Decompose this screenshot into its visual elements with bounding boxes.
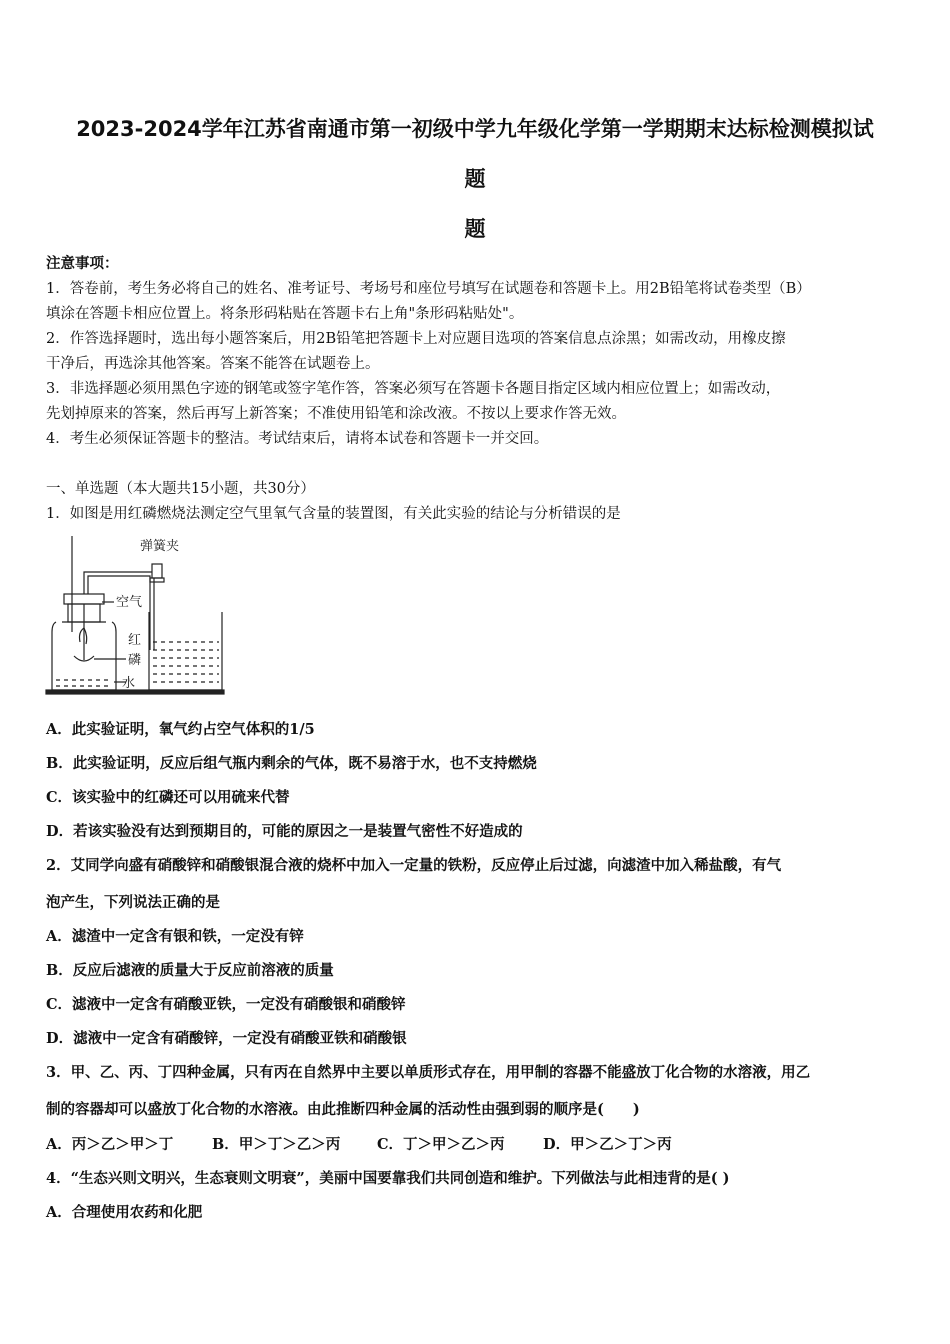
question-4-stem: 4．“生态兴则文明兴，生态衰则文明衰”，美丽中国要靠我们共同创造和维护。下列做法与此相违背的是( ) (46, 1170, 730, 1187)
q3-option-c: C．丁＞甲＞乙＞丙 (377, 1136, 505, 1153)
question-3-stem: 3．甲、乙、丙、丁四种金属，只有丙在自然界中主要以单质形式存在，用甲制的容器不能盛放丁化合物的水溶液，用乙 (46, 1064, 811, 1081)
q1-option-a: A．此实验证明，氧气约占空气体积的1/5 (46, 721, 315, 738)
q3-option-b: B．甲＞丁＞乙＞丙 (212, 1136, 341, 1153)
label-air: 空气 (116, 595, 143, 610)
q4-option-a: A．合理使用农药和化肥 (46, 1204, 203, 1221)
notes-line: 1．答卷前，考生务必将自己的姓名、准考证号、考场号和座位号填写在试题卷和答题卡上。用2B铅笔将试卷类型（B） (46, 281, 811, 297)
question-2-stem: 2．艾同学向盛有硝酸锌和硝酸银混合液的烧杯中加入一定量的铁粉，反应停止后过滤，向滤渣中加入稀盐酸，有气 (46, 857, 782, 874)
q2-option-d: D．滤液中一定含有硝酸锌，一定没有硝酸亚铁和硝酸银 (46, 1030, 407, 1047)
notes-line: 填涂在答题卡相应位置上。将条形码粘贴在答题卡右上角"条形码粘贴处"。 (46, 306, 524, 322)
q1-option-b: B．此实验证明，反应后组气瓶内剩余的气体，既不易溶于水，也不支持燃烧 (46, 755, 537, 772)
notes-line: 4．考生必须保证答题卡的整洁。考试结束后，请将本试卷和答题卡一并交回。 (46, 431, 549, 447)
q3-option-d: D．甲＞乙＞丁＞丙 (543, 1136, 672, 1153)
q2-option-b: B．反应后滤液的质量大于反应前溶液的质量 (46, 962, 334, 979)
notes-heading: 注意事项： (46, 255, 119, 272)
label-phosphorus: 磷 (128, 653, 142, 668)
label-clip: 弹簧夹 (140, 539, 180, 554)
notes-line: 先划掉原来的答案，然后再写上新答案；不准使用铅笔和涂改液。不按以上要求作答无效。 (46, 406, 626, 422)
question-1-stem: 1．如图是用红磷燃烧法测定空气里氧气含量的装置图，有关此实验的结论与分析错误的是 (46, 506, 621, 522)
label-red: 红 (128, 633, 142, 648)
question-3-stem-cont: 制的容器却可以盛放丁化合物的水溶液。由此推断四种金属的活动性由强到弱的顺序是( ) (46, 1101, 640, 1118)
notes-line: 干净后，再选涂其他答案。答案不能答在试题卷上。 (46, 356, 380, 372)
section-heading: 一、单选题（本大题共15小题，共30分） (46, 481, 315, 497)
label-water: 水 (122, 676, 136, 691)
notes-line: 3．非选择题必须用黑色字迹的钢笔或签字笔作答，答案必须写在答题卡各题目指定区域内相应位置上；如需改动， (46, 381, 781, 397)
question-2-stem-cont: 泡产生，下列说法正确的是 (46, 894, 220, 911)
q2-option-c: C．滤液中一定含有硝酸亚铁，一定没有硝酸银和硝酸锌 (46, 996, 406, 1013)
exam-title-line3: 题 (464, 217, 486, 241)
q2-option-a: A．滤渣中一定含有银和铁，一定没有锌 (46, 928, 304, 945)
q1-option-d: D．若该实验没有达到预期目的，可能的原因之一是装置气密性不好造成的 (46, 823, 523, 840)
q1-option-c: C．该实验中的红磷还可以用硫来代替 (46, 789, 290, 806)
q3-option-a: A．丙＞乙＞甲＞丁 (46, 1136, 174, 1153)
exam-title-line1: 2023-2024学年江苏省南通市第一初级中学九年级化学第一学期期末达标检测模拟试 (76, 117, 874, 141)
exam-title-line2: 题 (464, 167, 486, 191)
apparatus-diagram (44, 532, 234, 697)
notes-line: 2．作答选择题时，选出每小题答案后，用2B铅笔把答题卡上对应题目选项的答案信息点涂黑；如需改动，用橡皮擦 (46, 331, 786, 347)
